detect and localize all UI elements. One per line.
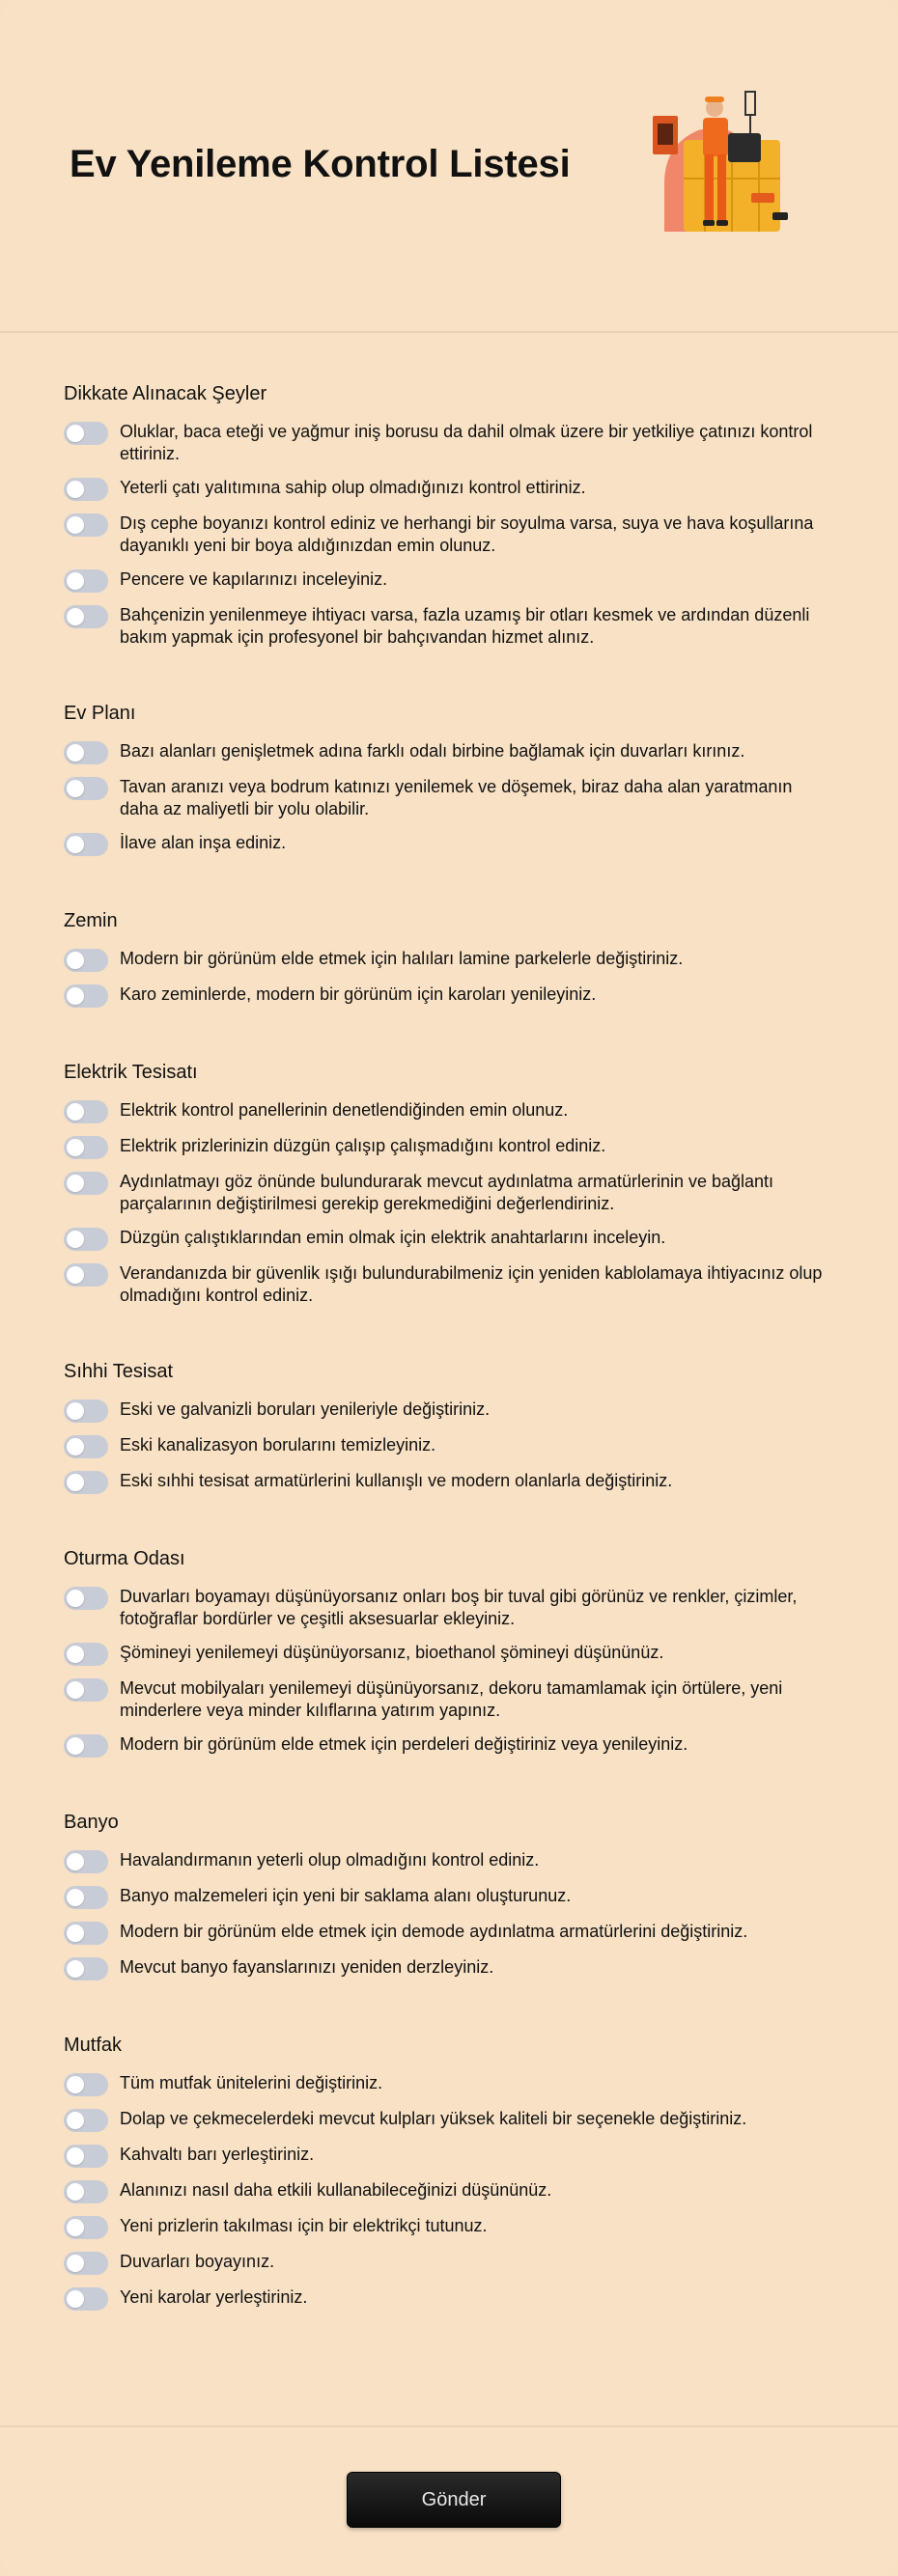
page-title: Ev Yenileme Kontrol Listesi — [70, 143, 571, 185]
toggle-switch[interactable] — [64, 1734, 108, 1758]
toggle-knob-icon — [67, 425, 84, 442]
checklist-item — [64, 1921, 834, 1945]
section-title: Oturma Odası — [64, 1548, 185, 1569]
checklist-item — [64, 1262, 834, 1307]
toggle-knob-icon — [67, 2183, 84, 2201]
checklist-item — [64, 477, 834, 501]
toggle-knob-icon — [67, 2076, 84, 2093]
toggle-switch[interactable] — [64, 1136, 108, 1159]
worker-illustration-icon — [645, 87, 800, 236]
checklist-item — [64, 740, 834, 764]
toggle-knob-icon — [67, 1681, 84, 1699]
checklist-item — [64, 421, 834, 465]
toggle-knob-icon — [67, 1853, 84, 1870]
submit-button[interactable]: Gönder — [347, 2472, 561, 2528]
toggle-knob-icon — [67, 2290, 84, 2308]
checklist-section — [64, 1812, 834, 1980]
checklist-item — [64, 983, 834, 1008]
checklist-item — [64, 1642, 834, 1666]
checklist-item — [64, 2251, 834, 2275]
toggle-knob-icon — [67, 2112, 84, 2129]
toggle-switch[interactable] — [64, 478, 108, 501]
toggle-switch[interactable] — [64, 1678, 108, 1702]
checklist-item — [64, 2286, 834, 2311]
checklist-item — [64, 776, 834, 820]
checklist-item — [64, 604, 834, 649]
toggle-knob-icon — [67, 1646, 84, 1663]
checklist-item-label: Karo zeminlerde, modern bir görünüm için karoları yenileyiniz. — [120, 984, 597, 1004]
toggle-switch[interactable] — [64, 1399, 108, 1423]
toggle-switch[interactable] — [64, 605, 108, 628]
toggle-switch[interactable] — [64, 422, 108, 445]
toggle-switch[interactable] — [64, 2180, 108, 2203]
checklist-item — [64, 1733, 834, 1758]
checklist-item-label: Dış cephe boyanızı kontrol ediniz ve herhangi bir soyulma varsa, suya ve hava koşullarına dayanıklı yeni bir boya aldığınızdan emin olunuz. — [120, 513, 814, 555]
toggle-knob-icon — [67, 1266, 84, 1284]
checklist-item — [64, 2108, 834, 2132]
toggle-switch[interactable] — [64, 777, 108, 800]
toggle-switch[interactable] — [64, 949, 108, 972]
toggle-switch[interactable] — [64, 1957, 108, 1980]
toggle-switch[interactable] — [64, 2216, 108, 2239]
checklist-item — [64, 1885, 834, 1909]
checklist-item — [64, 1135, 834, 1159]
checklist-item-label: Elektrik kontrol panellerinin denetlendiğinden emin olunuz. — [120, 1100, 569, 1120]
checklist-item-label: Bahçenizin yenilenmeye ihtiyacı varsa, fazla uzamış bir otları kesmek ve ardından düzenli bakım yapmak için profesyonel bir bahçıvandan hizmet alınız. — [120, 605, 810, 647]
checklist-item — [64, 1227, 834, 1251]
checklist-section — [64, 703, 834, 856]
checklist-item-label: Havalandırmanın yeterli olup olmadığını kontrol ediniz. — [120, 1850, 540, 1870]
section-title: Mutfak — [64, 2035, 123, 2056]
checklist-item-label: Şömineyi yenilemeyi düşünüyorsanız, bioethanol şömineyi düşününüz. — [120, 1643, 664, 1662]
checklist-item-label: İlave alan inşa ediniz. — [120, 833, 287, 852]
checklist-item-label: Tüm mutfak ünitelerini değiştiriniz. — [120, 2073, 383, 2092]
toggle-knob-icon — [67, 1960, 84, 1978]
toggle-switch[interactable] — [64, 513, 108, 537]
checklist-item — [64, 2215, 834, 2239]
checklist-section — [64, 383, 834, 649]
checklist-item-label: Yeni karolar yerleştiriniz. — [120, 2287, 308, 2307]
toggle-knob-icon — [67, 1139, 84, 1156]
toggle-switch[interactable] — [64, 569, 108, 593]
checklist-item-label: Tavan aranızı veya bodrum katınızı yenilemek ve döşemek, biraz daha alan yaratmanın daha az maliyetli bir yolu olabilir. — [120, 777, 793, 818]
toggle-knob-icon — [67, 2255, 84, 2272]
checklist-item — [64, 1677, 834, 1722]
checklist-section — [64, 910, 834, 1008]
toggle-knob-icon — [67, 780, 84, 797]
toggle-switch[interactable] — [64, 1435, 108, 1458]
toggle-knob-icon — [67, 608, 84, 625]
checklist-item — [64, 1099, 834, 1123]
checklist-item-label: Bazı alanları genişletmek adına farklı odalı birbine bağlamak için duvarları kırınız. — [120, 741, 745, 761]
checklist-item — [64, 2144, 834, 2168]
checklist-item — [64, 512, 834, 557]
toggle-switch[interactable] — [64, 1471, 108, 1494]
toggle-knob-icon — [67, 1889, 84, 1906]
checklist-item — [64, 1586, 834, 1630]
checklist-item-label: Düzgün çalıştıklarından emin olmak için elektrik anahtarlarını inceleyin. — [120, 1228, 666, 1247]
toggle-switch[interactable] — [64, 2287, 108, 2311]
toggle-knob-icon — [67, 1474, 84, 1491]
checklist-item — [64, 2179, 834, 2203]
section-title: Sıhhi Tesisat — [64, 1361, 174, 1382]
toggle-knob-icon — [67, 1231, 84, 1248]
toggle-knob-icon — [67, 1438, 84, 1455]
toggle-switch[interactable] — [64, 833, 108, 856]
toggle-knob-icon — [67, 744, 84, 762]
checklist-item — [64, 1956, 834, 1980]
checklist-item-label: Dolap ve çekmecelerdeki mevcut kulpları yüksek kaliteli bir seçenekle değiştiriniz. — [120, 2109, 747, 2128]
toggle-switch[interactable] — [64, 1228, 108, 1251]
checklist-section — [64, 1062, 834, 1307]
checklist-item-label: Verandanızda bir güvenlik ışığı bulundurabilmeniz için yeniden kablolamaya ihtiyacınız olup olmadığını kontrol ediniz. — [120, 1263, 823, 1305]
checklist-item-label: Mevcut banyo fayanslarınızı yeniden derzleyiniz. — [120, 1957, 494, 1977]
checklist-item-label: Elektrik prizlerinizin düzgün çalışıp çalışmadığını kontrol ediniz. — [120, 1136, 606, 1155]
toggle-switch[interactable] — [64, 2145, 108, 2168]
checklist-item-label: Kahvaltı barı yerleştiriniz. — [120, 2145, 315, 2164]
toggle-knob-icon — [67, 836, 84, 853]
toggle-knob-icon — [67, 1103, 84, 1121]
checklist-section — [64, 1361, 834, 1494]
checklist-item-label: Yeni prizlerin takılması için bir elektrikçi tutunuz. — [120, 2216, 488, 2235]
checklist — [0, 333, 898, 2311]
toggle-switch[interactable] — [64, 2073, 108, 2096]
checklist-item — [64, 568, 834, 593]
toggle-knob-icon — [67, 987, 84, 1005]
toggle-switch[interactable] — [64, 1886, 108, 1909]
toggle-knob-icon — [67, 1590, 84, 1607]
toggle-switch[interactable] — [64, 1100, 108, 1123]
toggle-switch[interactable] — [64, 1263, 108, 1287]
checklist-section — [64, 2035, 834, 2311]
toggle-switch[interactable] — [64, 2109, 108, 2132]
toggle-knob-icon — [67, 481, 84, 498]
section-title: Elektrik Tesisatı — [64, 1062, 198, 1083]
checklist-item-label: Oluklar, baca eteği ve yağmur iniş borusu da dahil olmak üzere bir yetkiliye çatınızı kontrol ettiriniz. — [120, 422, 813, 463]
section-title: Ev Planı — [64, 703, 136, 724]
checklist-item-label: Eski ve galvanizli boruları yenileriyle değiştiriniz. — [120, 1399, 491, 1419]
checklist-item-label: Alanınızı nasıl daha etkili kullanabileceğinizi düşününüz. — [120, 2180, 552, 2200]
toggle-knob-icon — [67, 1925, 84, 1942]
toggle-knob-icon — [67, 1737, 84, 1755]
toggle-switch[interactable] — [64, 984, 108, 1008]
checklist-item — [64, 1849, 834, 1873]
section-title: Dikkate Alınacak Şeyler — [64, 383, 267, 404]
toggle-knob-icon — [67, 572, 84, 590]
checklist-item-label: Modern bir görünüm elde etmek için demode aydınlatma armatürlerini değiştiriniz. — [120, 1922, 748, 1941]
checklist-item-label: Modern bir görünüm elde etmek için halıları lamine parkelerle değiştiriniz. — [120, 949, 684, 968]
checklist-item-label: Aydınlatmayı göz önünde bulundurarak mevcut aydınlatma armatürlerinin ve bağlantı parçalarının değiştirilmesi gerekip gerekmediğini değerlendiriniz. — [120, 1172, 774, 1213]
checklist-item-label: Banyo malzemeleri için yeni bir saklama alanı oluşturunuz. — [120, 1886, 572, 1905]
section-title: Zemin — [64, 910, 118, 931]
section-title: Banyo — [64, 1812, 119, 1833]
toggle-knob-icon — [67, 1175, 84, 1192]
checklist-item-label: Yeterli çatı yalıtımına sahip olup olmadığınızı kontrol ettiriniz. — [120, 478, 586, 497]
checklist-item — [64, 1399, 834, 1423]
checklist-item — [64, 948, 834, 972]
toggle-switch[interactable] — [64, 1172, 108, 1195]
checklist-item — [64, 832, 834, 856]
toggle-switch[interactable] — [64, 1922, 108, 1945]
form-header — [0, 0, 898, 333]
checklist-item — [64, 1470, 834, 1494]
checklist-item — [64, 2072, 834, 2096]
toggle-knob-icon — [67, 2219, 84, 2236]
toggle-switch[interactable] — [64, 1587, 108, 1610]
form-footer — [0, 2425, 898, 2576]
checklist-item-label: Eski kanalizasyon borularını temizleyiniz. — [120, 1435, 436, 1454]
checklist-item-label: Duvarları boyamayı düşünüyorsanız onları boş bir tuval gibi görünüz ve renkler, çizimler, fotoğraflar bordürler ve çeşitli aksesuarlar ekleyiniz. — [120, 1587, 798, 1628]
checklist-item-label: Pencere ve kapılarınızı inceleyiniz. — [120, 569, 388, 589]
toggle-switch[interactable] — [64, 741, 108, 764]
checklist-item-label: Duvarları boyayınız. — [120, 2252, 275, 2271]
checklist-item-label: Modern bir görünüm elde etmek için perdeleri değiştiriniz veya yenileyiniz. — [120, 1734, 688, 1754]
checklist-item — [64, 1434, 834, 1458]
toggle-switch[interactable] — [64, 1850, 108, 1873]
toggle-knob-icon — [67, 952, 84, 969]
toggle-knob-icon — [67, 516, 84, 534]
checklist-item — [64, 1171, 834, 1215]
toggle-switch[interactable] — [64, 2252, 108, 2275]
checklist-section — [64, 1548, 834, 1758]
toggle-switch[interactable] — [64, 1643, 108, 1666]
checklist-item-label: Mevcut mobilyaları yenilemeyi düşünüyorsanız, dekoru tamamlamak için örtülere, yeni minderlere veya minder kılıflarına yatırım yapınız. — [120, 1678, 783, 1720]
toggle-knob-icon — [67, 1402, 84, 1420]
checklist-item-label: Eski sıhhi tesisat armatürlerini kullanışlı ve modern olanlarla değiştiriniz. — [120, 1471, 673, 1490]
toggle-knob-icon — [67, 2147, 84, 2165]
